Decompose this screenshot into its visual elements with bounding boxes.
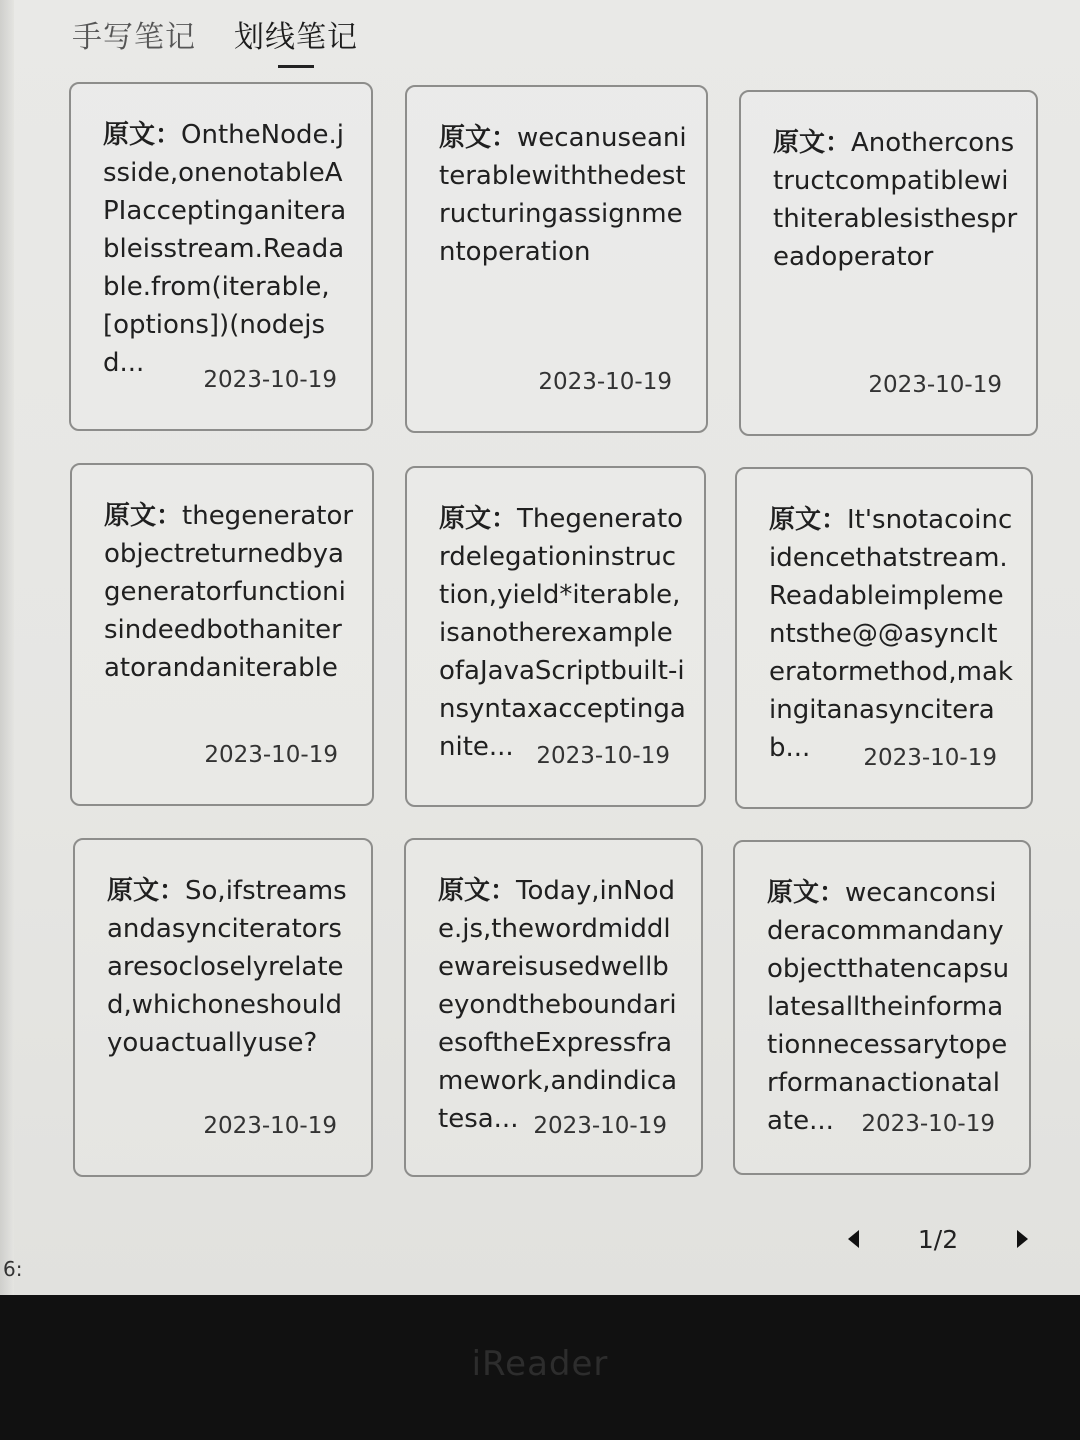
tab-handwritten-notes[interactable]: 手写笔记 [72, 20, 196, 55]
note-excerpt [107, 872, 353, 1100]
excerpt-label: 原文： [439, 123, 518, 153]
note-card[interactable] [735, 467, 1033, 809]
note-card[interactable] [405, 85, 708, 433]
note-card[interactable] [404, 838, 703, 1177]
note-date: 2023-10-19 [536, 743, 670, 769]
note-date: 2023-10-19 [204, 742, 338, 768]
excerpt-text: thegeneratorobjectreturnedbyageneratorfunctionisindeedbothaniteratorandaniterable [104, 501, 354, 683]
excerpt-label: 原文： [103, 120, 182, 150]
note-date: 2023-10-19 [538, 369, 672, 395]
excerpt-label: 原文： [767, 878, 846, 908]
excerpt-label: 原文： [438, 876, 517, 906]
next-page-icon[interactable] [1017, 1230, 1028, 1248]
note-date: 2023-10-19 [533, 1113, 667, 1139]
excerpt-text: wecanuseaniterablewiththedestructuringassignmentoperation [439, 123, 687, 267]
note-date: 2023-10-19 [863, 745, 997, 771]
note-card[interactable] [733, 840, 1031, 1175]
note-excerpt [773, 124, 1018, 352]
note-card[interactable] [70, 463, 374, 806]
note-excerpt [439, 119, 688, 347]
excerpt-label: 原文： [439, 504, 518, 534]
excerpt-text: Anotherconstructcompatiblewithiterablesisthespreadoperator [773, 128, 1018, 272]
note-card[interactable] [73, 838, 373, 1177]
note-excerpt [103, 116, 353, 378]
side-indicator: 6: [3, 1257, 23, 1281]
screen-edge [0, 0, 14, 1295]
note-date: 2023-10-19 [861, 1111, 995, 1137]
excerpt-text: wecanconsideracommandanyobjectthatencapsulatesalltheinformationnecessarytoperformanactionatalate... [767, 878, 1010, 1136]
excerpt-text: So,ifstreamsandasynciteratorsaresocloselyrelated,whichoneshouldyouactuallyuse? [107, 876, 347, 1058]
note-date: 2023-10-19 [203, 1113, 337, 1139]
note-card[interactable] [405, 466, 706, 807]
excerpt-label: 原文： [104, 501, 183, 531]
note-card[interactable] [739, 90, 1038, 436]
note-date: 2023-10-19 [868, 372, 1002, 398]
excerpt-label: 原文： [769, 505, 848, 535]
pagination [848, 1222, 1028, 1256]
excerpt-label: 原文： [773, 128, 852, 158]
tab-highlight-notes[interactable]: 划线笔记 [234, 12, 358, 68]
note-card[interactable] [69, 82, 373, 431]
notes-tabs [72, 12, 358, 68]
page-indicator: 1/2 [917, 1224, 959, 1254]
excerpt-text: Today,inNode.js,thewordmiddlewareisusedwellbeyondtheboundariesoftheExpressframework,andindicatesa... [438, 876, 678, 1134]
excerpt-text: OntheNode.jsside,onenotableAPIacceptinganiterableisstream.Readable.from(iterable,[options])(nodejsd... [103, 120, 347, 378]
device-brand-logo: iReader [471, 1344, 609, 1384]
excerpt-text: Thegeneratordelegationinstruction,yield*iterable,isanotherexampleofaJavaScriptbuilt-insyntaxacceptinganite... [439, 504, 686, 762]
prev-page-icon[interactable] [848, 1230, 859, 1248]
note-excerpt [104, 497, 354, 725]
excerpt-text: It'snotacoincidencethatstream.Readableimplementsthe@@asyncIteratormethod,makingitanasynciterab... [769, 505, 1013, 763]
note-date: 2023-10-19 [203, 367, 337, 393]
excerpt-label: 原文： [107, 876, 186, 906]
